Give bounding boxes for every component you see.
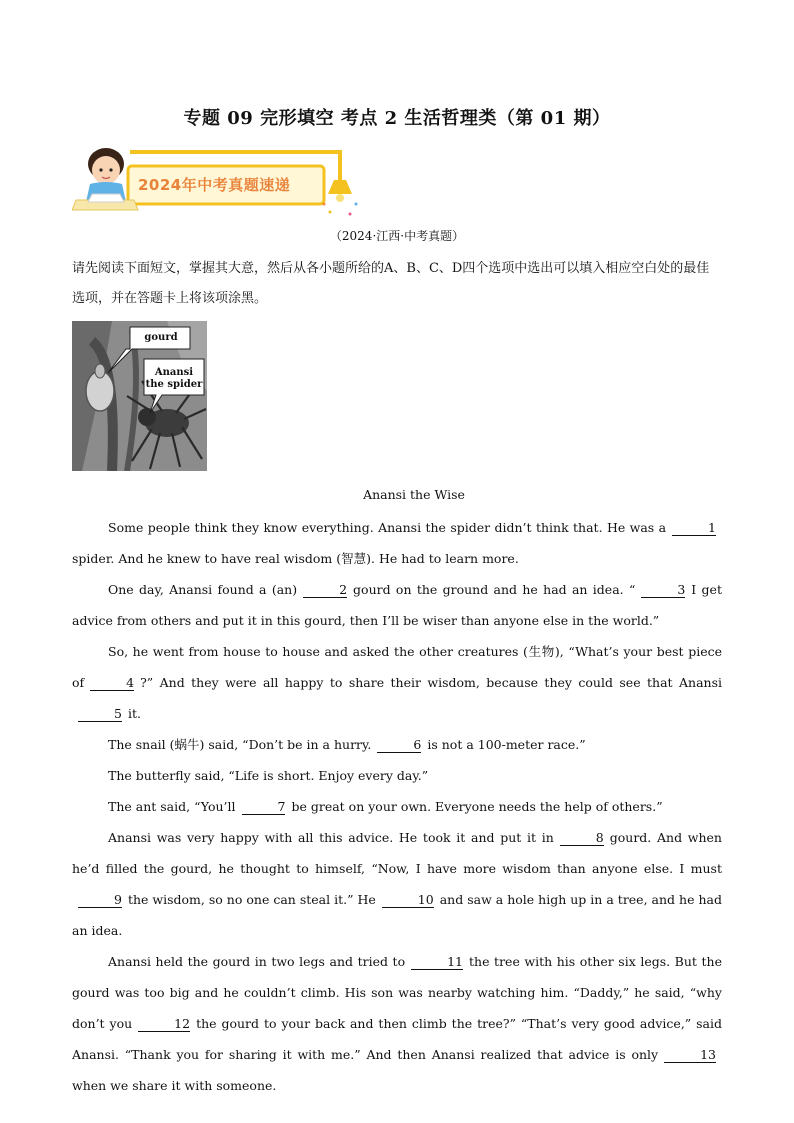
story-paragraph xyxy=(72,791,722,822)
answer-blank-5[interactable]: 5 xyxy=(78,706,122,722)
story-text: spider. And he knew to have real wisdom (智慧). He had to learn more. xyxy=(72,551,519,566)
story-text: So, he went from house to house and asked the other creatures (生物), “What’s your best piece of xyxy=(72,644,722,690)
answer-blank-1[interactable]: 1 xyxy=(672,520,716,536)
story-text: when we share it with someone. xyxy=(72,1078,277,1093)
story-text: the gourd to your back and then climb the tree?” “That’s very good advice,” said Anansi. “Thank you for sharing it with me.” And then Anansi realized that advice is only xyxy=(72,1016,722,1062)
story-text: gourd on the ground and he had an idea. “ xyxy=(353,582,636,597)
answer-blank-10[interactable]: 10 xyxy=(382,892,434,908)
spider-gourd-image xyxy=(72,321,207,471)
story-paragraph xyxy=(72,729,722,760)
story-text: ?” And they were all happy to share their wisdom, because they could see that Anansi xyxy=(140,675,722,690)
story-text: it. xyxy=(127,706,141,721)
answer-blank-4[interactable]: 4 xyxy=(90,675,134,691)
story-paragraph xyxy=(72,760,722,791)
story-text: gourd. And when he’d filled the gourd, he thought to himself, “Now, I have more wisdom than anyone else. I must xyxy=(72,830,722,876)
answer-blank-11[interactable]: 11 xyxy=(411,954,463,970)
story-text: The ant said, “You’ll xyxy=(108,799,236,814)
page-title: 专题 09 完形填空 考点 2 生活哲理类（第 01 期） xyxy=(183,108,611,129)
answer-blank-7[interactable]: 7 xyxy=(242,799,286,815)
story-text: The snail (蜗牛) said, “Don’t be in a hurry. xyxy=(108,737,372,752)
answer-blank-2[interactable]: 2 xyxy=(303,582,347,598)
label-anansi: Anansi xyxy=(154,367,194,378)
story-paragraph xyxy=(72,574,722,636)
story-text: Some people think they know everything. Anansi the spider didn’t think that. He was a xyxy=(108,520,667,535)
answer-blank-6[interactable]: 6 xyxy=(377,737,421,753)
answer-blank-13[interactable]: 13 xyxy=(664,1047,716,1063)
story-text: be great on your own. Everyone needs the help of others.” xyxy=(291,799,663,814)
question-source: （2024·江西·中考真题） xyxy=(329,229,465,243)
label-gourd: gourd xyxy=(144,332,178,343)
answer-blank-9[interactable]: 9 xyxy=(78,892,122,908)
story-text: and saw a hole high up in a tree, and he had an idea. xyxy=(72,892,722,938)
story-text: is not a 100-meter race.” xyxy=(427,737,586,752)
story-illustration xyxy=(72,321,207,471)
story-text: The butterfly said, “Life is short. Enjoy every day.” xyxy=(108,768,429,783)
banner-title: 2024年中考真题速递 xyxy=(138,176,291,194)
story-title: Anansi the Wise xyxy=(363,487,465,502)
story-text: Anansi held the gourd in two legs and tried to xyxy=(108,954,406,969)
answer-blank-12[interactable]: 12 xyxy=(138,1016,190,1032)
lamp-icon xyxy=(323,180,358,216)
answer-blank-3[interactable]: 3 xyxy=(641,582,685,598)
story-body xyxy=(72,512,722,1101)
answer-blank-8[interactable]: 8 xyxy=(560,830,604,846)
story-text: Anansi was very happy with all this advice. He took it and put it in xyxy=(108,830,554,845)
story-paragraph xyxy=(72,822,722,946)
story-text: the tree with his other six legs. But the gourd was too big and he couldn’t climb. His son was nearby watching him. “Daddy,” he said, “why don’t you xyxy=(72,954,722,1031)
instructions: 请先阅读下面短文，掌握其大意，然后从各小题所给的A、B、C、D四个选项中选出可以填入相应空白处的最佳选项，并在答题卡上将该项涂黑。 xyxy=(72,261,710,306)
story-text: One day, Anansi found a (an) xyxy=(108,582,298,597)
story-paragraph xyxy=(72,946,722,1101)
story-paragraph xyxy=(72,512,722,574)
story-text: the wisdom, so no one can steal it.” He xyxy=(127,892,376,907)
story-paragraph xyxy=(72,636,722,729)
story-text: I get advice from others and put it in this gourd, then I’ll be wiser than anyone else in the world.” xyxy=(72,582,722,628)
label-the-spider: the spider xyxy=(145,379,203,390)
